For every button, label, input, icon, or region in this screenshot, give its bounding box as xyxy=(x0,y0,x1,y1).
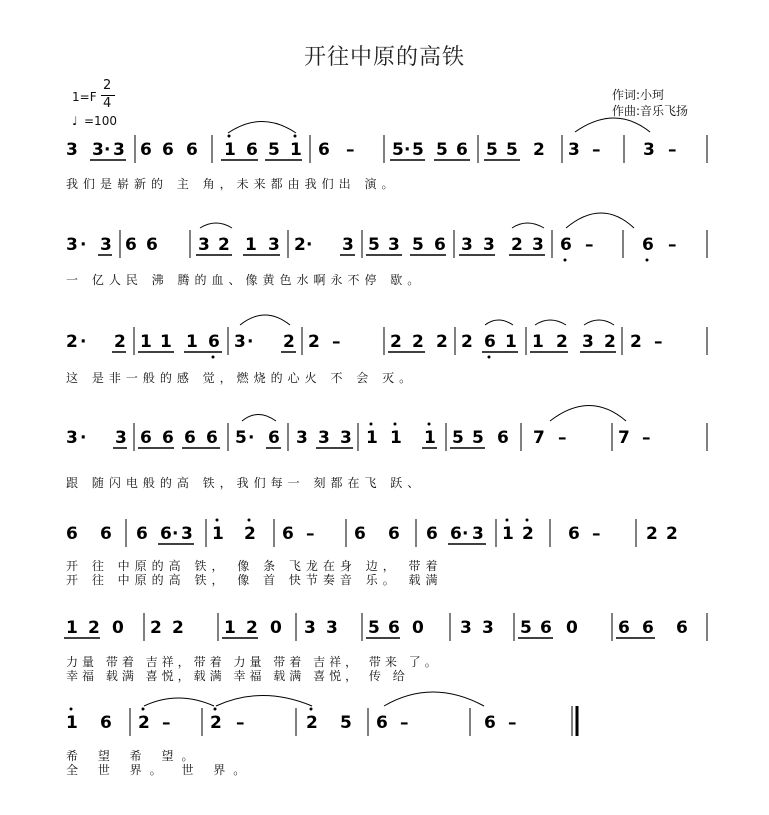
svg-text:–: – xyxy=(332,332,341,352)
svg-text:2: 2 xyxy=(138,713,150,733)
svg-text:6: 6 xyxy=(100,713,112,733)
svg-text:3: 3 xyxy=(472,524,484,544)
svg-text:6: 6 xyxy=(140,140,152,160)
svg-text:3: 3 xyxy=(66,428,78,448)
svg-text:2: 2 xyxy=(294,235,306,255)
row-3-glyphs xyxy=(66,315,707,359)
svg-text:1: 1 xyxy=(212,524,224,544)
svg-text:6: 6 xyxy=(160,524,172,544)
staff-row-6 xyxy=(64,613,707,683)
svg-text:3: 3 xyxy=(483,235,495,255)
svg-text:3: 3 xyxy=(342,235,354,255)
lyrics-row-4: 跟 随闪电般的高 铁，我们每一 刻都在飞 跃、 xyxy=(66,476,425,490)
svg-text:2: 2 xyxy=(630,332,642,352)
svg-text:1: 1 xyxy=(502,524,514,544)
time-signature-top: 2 xyxy=(103,78,112,93)
song-title: 开往中原的高铁 xyxy=(303,45,465,70)
svg-text:6: 6 xyxy=(162,140,174,160)
svg-text:3: 3 xyxy=(296,428,308,448)
svg-text:3: 3 xyxy=(482,618,494,638)
svg-text:·: · xyxy=(404,140,411,160)
svg-text:1: 1 xyxy=(224,618,236,638)
svg-text:5: 5 xyxy=(340,713,352,733)
svg-text:6: 6 xyxy=(246,140,258,160)
lyrics-row-7-verse-1: 希 望 希 望。 xyxy=(66,749,202,763)
svg-text:3: 3 xyxy=(100,235,112,255)
tempo-symbol: ♩ xyxy=(72,114,78,128)
svg-text:5: 5 xyxy=(268,140,280,160)
svg-text:1: 1 xyxy=(366,428,378,448)
svg-text:6: 6 xyxy=(560,235,572,255)
svg-text:0: 0 xyxy=(412,618,424,638)
svg-text:6: 6 xyxy=(354,524,366,544)
svg-text:2: 2 xyxy=(556,332,568,352)
svg-text:6: 6 xyxy=(208,332,220,352)
time-signature-bottom: 4 xyxy=(103,96,112,111)
svg-text:5: 5 xyxy=(392,140,404,160)
svg-text:5: 5 xyxy=(412,140,424,160)
svg-text:6: 6 xyxy=(676,618,688,638)
svg-text:3: 3 xyxy=(66,140,78,160)
svg-text:–: – xyxy=(346,140,355,160)
svg-text:·: · xyxy=(248,428,255,448)
svg-text:2: 2 xyxy=(88,618,100,638)
svg-text:2: 2 xyxy=(308,332,320,352)
svg-text:3: 3 xyxy=(115,428,127,448)
svg-text:–: – xyxy=(162,713,171,733)
svg-text:2: 2 xyxy=(646,524,658,544)
svg-text:–: – xyxy=(400,713,409,733)
svg-text:·: · xyxy=(80,428,87,448)
svg-text:6: 6 xyxy=(388,524,400,544)
row-2-glyphs xyxy=(66,213,707,262)
svg-text:·: · xyxy=(80,332,87,352)
svg-text:–: – xyxy=(654,332,663,352)
svg-text:3: 3 xyxy=(234,332,246,352)
svg-text:6: 6 xyxy=(125,235,137,255)
svg-text:2: 2 xyxy=(210,713,222,733)
svg-text:5: 5 xyxy=(412,235,424,255)
svg-text:6: 6 xyxy=(484,332,496,352)
svg-text:2: 2 xyxy=(306,713,318,733)
svg-text:2: 2 xyxy=(66,332,78,352)
lyrics-row-6-verse-1: 力量 带着 吉祥，带着 力量 带着 吉祥， 带来 了。 xyxy=(66,655,441,669)
svg-text:2: 2 xyxy=(511,235,523,255)
svg-text:2: 2 xyxy=(522,524,534,544)
svg-text:–: – xyxy=(306,524,315,544)
svg-text:6: 6 xyxy=(140,428,152,448)
svg-text:1: 1 xyxy=(140,332,152,352)
svg-text:3: 3 xyxy=(304,618,316,638)
svg-text:0: 0 xyxy=(566,618,578,638)
svg-text:2: 2 xyxy=(218,235,230,255)
svg-text:6: 6 xyxy=(282,524,294,544)
lyricist-credit: 作词:小珂 xyxy=(612,88,665,102)
svg-text:–: – xyxy=(668,235,677,255)
svg-text:3: 3 xyxy=(461,235,473,255)
svg-text:1: 1 xyxy=(424,428,436,448)
svg-text:3: 3 xyxy=(66,235,78,255)
svg-text:3: 3 xyxy=(318,428,330,448)
svg-text:6: 6 xyxy=(568,524,580,544)
svg-text:–: – xyxy=(592,140,601,160)
svg-text:5: 5 xyxy=(486,140,498,160)
staff-row-2 xyxy=(66,213,707,287)
lyrics-row-5-verse-2: 开 往 中原的高 铁， 像 首 快节奏音 乐。 载满 xyxy=(66,573,443,587)
svg-text:7: 7 xyxy=(618,428,630,448)
svg-text:2: 2 xyxy=(246,618,258,638)
svg-text:3: 3 xyxy=(181,524,193,544)
svg-text:6: 6 xyxy=(186,140,198,160)
svg-text:6: 6 xyxy=(206,428,218,448)
svg-text:5: 5 xyxy=(368,235,380,255)
svg-text:1: 1 xyxy=(160,332,172,352)
svg-text:3: 3 xyxy=(532,235,544,255)
lyrics-row-7-verse-2: 全 世 界。 世 界。 xyxy=(66,763,254,777)
svg-text:2: 2 xyxy=(461,332,473,352)
svg-text:–: – xyxy=(592,524,601,544)
svg-text:·: · xyxy=(247,332,254,352)
svg-text:–: – xyxy=(642,428,651,448)
svg-text:6: 6 xyxy=(618,618,630,638)
svg-text:3: 3 xyxy=(582,332,594,352)
svg-text:6: 6 xyxy=(376,713,388,733)
svg-text:6: 6 xyxy=(318,140,330,160)
svg-text:–: – xyxy=(585,235,594,255)
lyrics-row-3: 这 是非一般的感 觉，燃烧的心火 不 会 灭。 xyxy=(66,371,417,385)
svg-text:2: 2 xyxy=(172,618,184,638)
svg-text:3: 3 xyxy=(92,140,104,160)
svg-text:5: 5 xyxy=(436,140,448,160)
svg-text:6: 6 xyxy=(484,713,496,733)
svg-text:6: 6 xyxy=(184,428,196,448)
row-4-glyphs xyxy=(66,406,707,452)
svg-text:0: 0 xyxy=(112,618,124,638)
svg-text:3: 3 xyxy=(113,140,125,160)
svg-text:2: 2 xyxy=(390,332,402,352)
svg-text:6: 6 xyxy=(456,140,468,160)
svg-text:5: 5 xyxy=(235,428,247,448)
staff-row-1 xyxy=(66,118,707,191)
svg-text:·: · xyxy=(306,235,313,255)
svg-text:1: 1 xyxy=(505,332,517,352)
composer-credit: 作曲:音乐飞扬 xyxy=(612,104,689,118)
svg-text:–: – xyxy=(668,140,677,160)
svg-text:6: 6 xyxy=(136,524,148,544)
svg-text:6: 6 xyxy=(268,428,280,448)
svg-text:6: 6 xyxy=(426,524,438,544)
svg-text:5: 5 xyxy=(472,428,484,448)
key-signature: 1=F xyxy=(72,90,97,104)
svg-text:1: 1 xyxy=(532,332,544,352)
svg-text:6: 6 xyxy=(450,524,462,544)
lyrics-row-6-verse-2: 幸福 载满 喜悦，载满 幸福 载满 喜悦， 传 给 xyxy=(66,669,409,683)
svg-text:1: 1 xyxy=(290,140,302,160)
lyrics-row-2: 一 亿人民 沸 腾的血、像黄色水啊永不停 歇。 xyxy=(66,273,425,287)
lyrics-row-1: 我们是崭新的 主 角，未来都由我们出 演。 xyxy=(66,177,399,191)
svg-text:6: 6 xyxy=(642,618,654,638)
svg-text:3: 3 xyxy=(326,618,338,638)
svg-text:5: 5 xyxy=(520,618,532,638)
staff-row-5 xyxy=(66,519,678,588)
row-1-glyphs xyxy=(66,118,707,163)
svg-text:0: 0 xyxy=(270,618,282,638)
row-7-glyphs xyxy=(66,692,577,736)
svg-text:7: 7 xyxy=(533,428,545,448)
svg-text:1: 1 xyxy=(224,140,236,160)
svg-text:6: 6 xyxy=(434,235,446,255)
svg-text:2: 2 xyxy=(436,332,448,352)
svg-text:3: 3 xyxy=(198,235,210,255)
svg-text:6: 6 xyxy=(162,428,174,448)
staff-row-7 xyxy=(66,692,577,777)
row-5-glyphs xyxy=(66,519,678,548)
svg-text:3: 3 xyxy=(388,235,400,255)
tempo-value: =100 xyxy=(84,114,117,128)
svg-text:1: 1 xyxy=(186,332,198,352)
svg-text:·: · xyxy=(462,524,469,544)
svg-text:2: 2 xyxy=(283,332,295,352)
svg-text:–: – xyxy=(508,713,517,733)
svg-text:1: 1 xyxy=(66,713,78,733)
svg-text:3: 3 xyxy=(460,618,472,638)
svg-text:5: 5 xyxy=(368,618,380,638)
svg-text:6: 6 xyxy=(642,235,654,255)
svg-text:2: 2 xyxy=(114,332,126,352)
svg-text:2: 2 xyxy=(604,332,616,352)
staff-row-3 xyxy=(66,315,707,385)
svg-text:5: 5 xyxy=(506,140,518,160)
svg-text:2: 2 xyxy=(666,524,678,544)
svg-text:2: 2 xyxy=(412,332,424,352)
svg-text:1: 1 xyxy=(245,235,257,255)
svg-text:·: · xyxy=(172,524,179,544)
svg-text:6: 6 xyxy=(66,524,78,544)
svg-text:3: 3 xyxy=(568,140,580,160)
lyrics-row-5-verse-1: 开 往 中原的高 铁， 像 条 飞龙在身 边， 带着 xyxy=(66,559,443,573)
svg-text:–: – xyxy=(558,428,567,448)
svg-text:2: 2 xyxy=(533,140,545,160)
svg-text:2: 2 xyxy=(150,618,162,638)
svg-text:3: 3 xyxy=(268,235,280,255)
svg-text:6: 6 xyxy=(100,524,112,544)
svg-text:2: 2 xyxy=(244,524,256,544)
row-6-glyphs xyxy=(64,613,707,641)
svg-text:1: 1 xyxy=(66,618,78,638)
svg-text:5: 5 xyxy=(452,428,464,448)
svg-text:·: · xyxy=(80,235,87,255)
svg-text:–: – xyxy=(236,713,245,733)
svg-text:6: 6 xyxy=(497,428,509,448)
svg-text:1: 1 xyxy=(390,428,402,448)
svg-text:6: 6 xyxy=(388,618,400,638)
svg-text:3: 3 xyxy=(643,140,655,160)
svg-text:3: 3 xyxy=(340,428,352,448)
staff-row-4 xyxy=(66,406,707,491)
svg-text:6: 6 xyxy=(146,235,158,255)
svg-text:6: 6 xyxy=(540,618,552,638)
svg-text:·: · xyxy=(104,140,111,160)
